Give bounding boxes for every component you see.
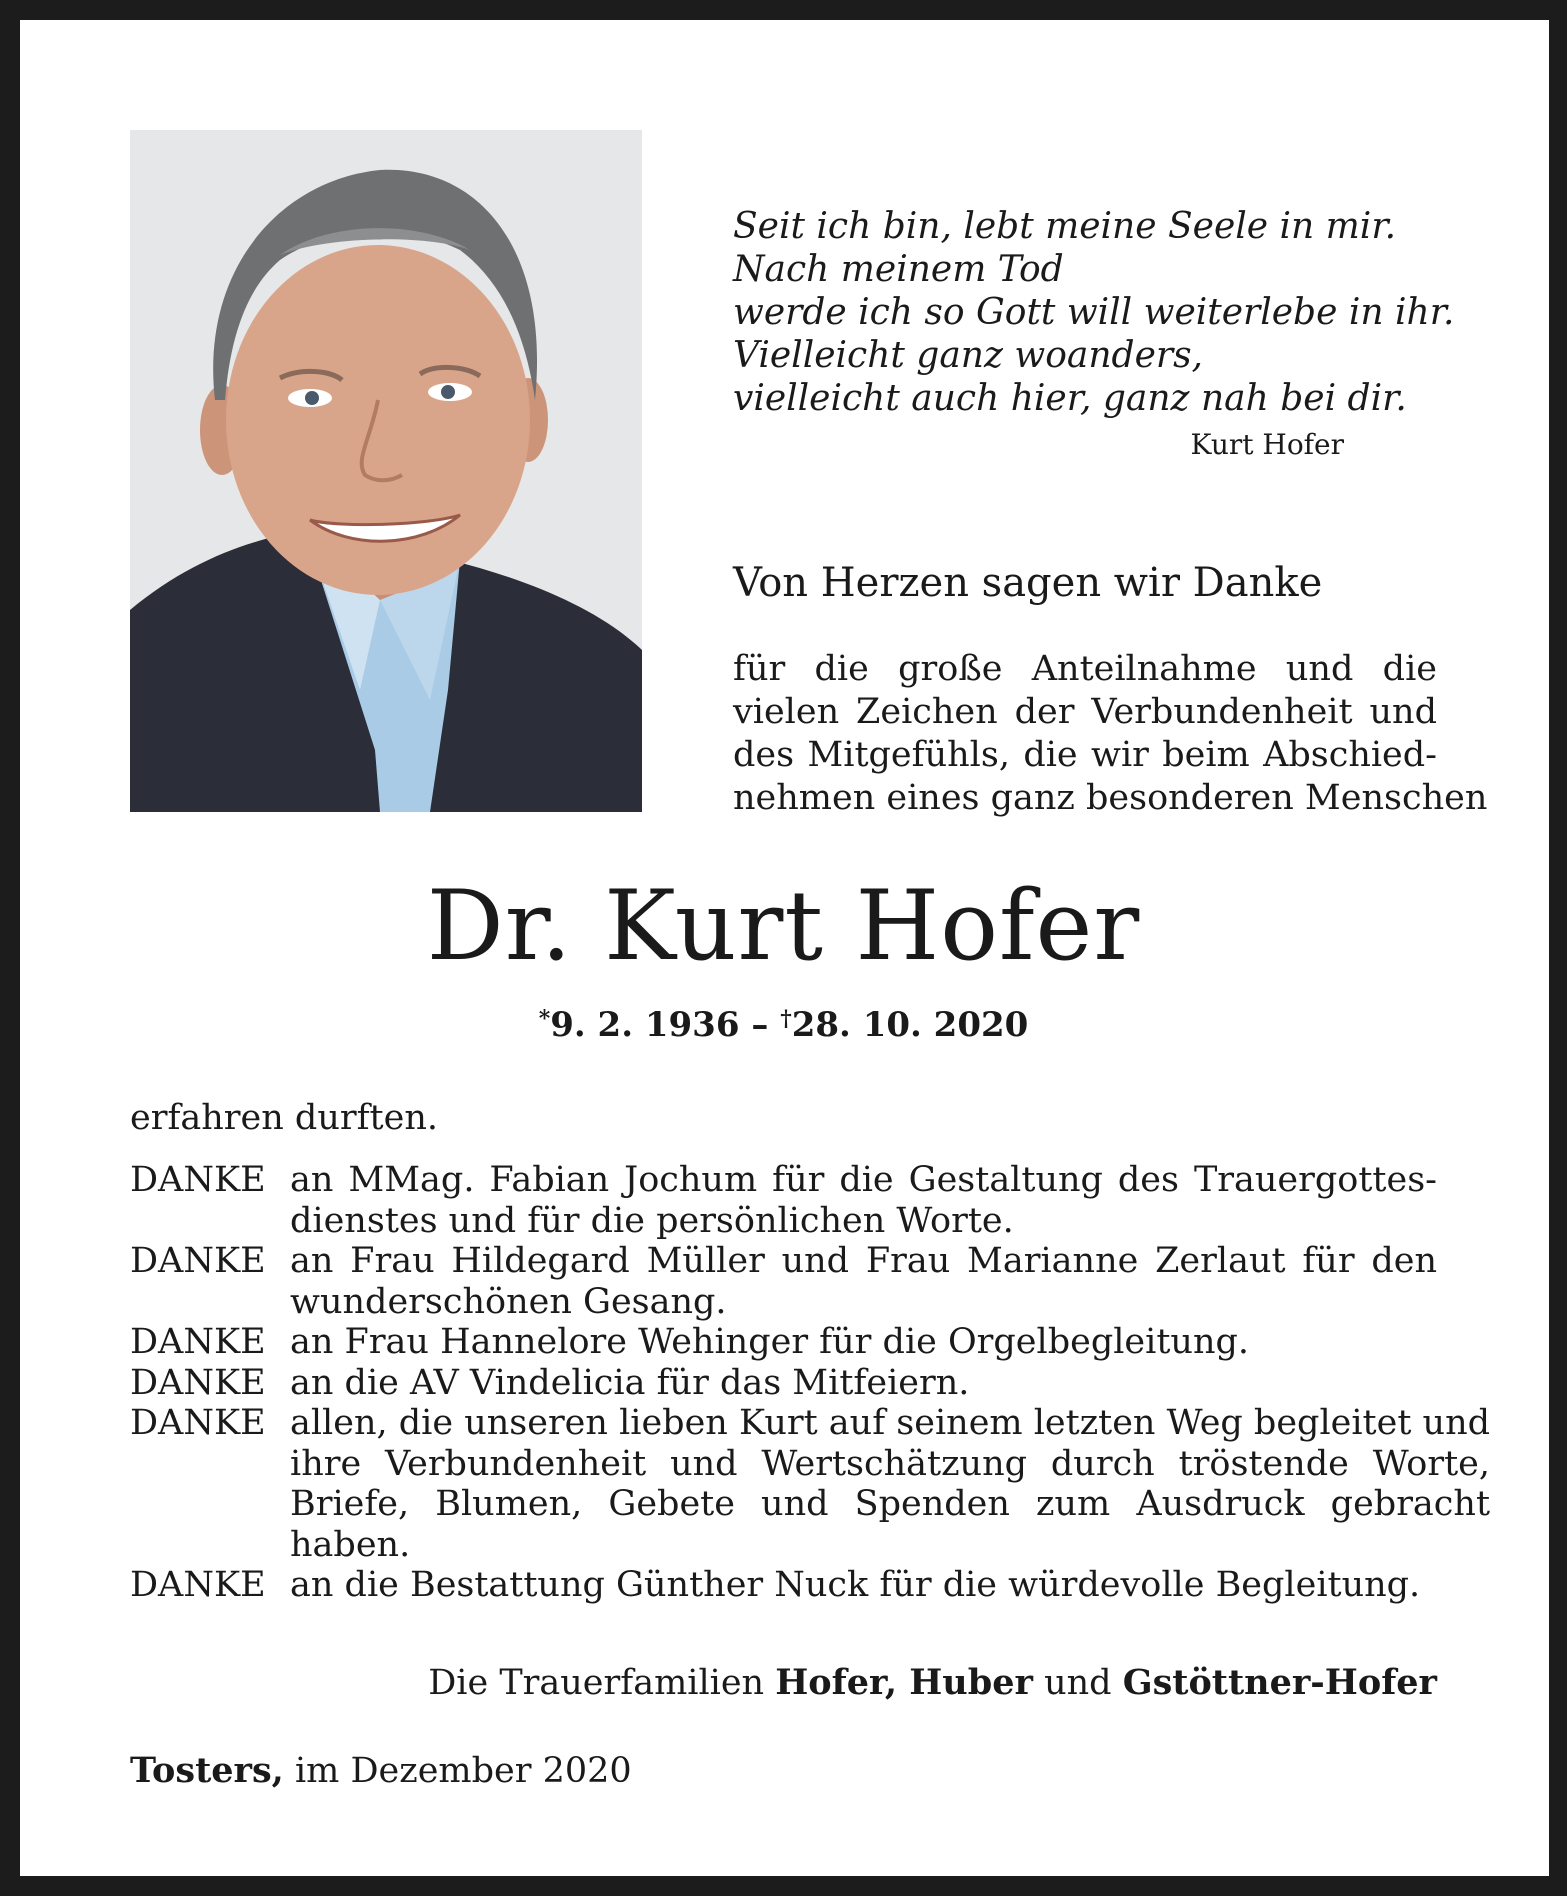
danke-line: an Frau Hildegard Müller und Frau Marianne Zerlaut für den	[290, 1241, 1437, 1281]
thanks-paragraph	[733, 648, 1488, 820]
danke-item	[130, 1160, 1437, 1241]
danke-line: haben.	[290, 1524, 411, 1565]
danke-item	[130, 1363, 1437, 1404]
thanks-line: vielen Zeichen der Verbundenheit und	[733, 692, 1437, 732]
poem-line: vielleicht auch hier, ganz nah bei dir.	[733, 378, 1407, 419]
continuation-text: erfahren durften.	[130, 1098, 438, 1138]
birth-date: 9. 2. 1936	[550, 1005, 740, 1045]
signature-prefix: Die Trauerfamilien	[428, 1663, 776, 1703]
danke-line: an die Bestattung Günther Nuck für die würdevolle Begleitung.	[290, 1565, 1421, 1605]
poem-author: Kurt Hofer	[1190, 428, 1344, 461]
thanks-line: des Mitgefühls, die wir beim Abschied-	[733, 735, 1437, 775]
danke-label: DANKE	[130, 1241, 266, 1281]
danke-label: DANKE	[130, 1160, 266, 1200]
thanks-line: für die große Anteilnahme und die	[733, 649, 1437, 689]
danke-label: DANKE	[130, 1403, 266, 1443]
thanks-line: nehmen eines ganz besonderen Menschen	[733, 778, 1488, 818]
danke-line: dienstes und für die persönlichen Worte.	[290, 1200, 1014, 1241]
poem-line: werde ich so Gott will weiterlebe in ihr.	[733, 292, 1455, 333]
family-signature	[300, 1662, 1437, 1703]
danke-line: wunderschönen Gesang.	[290, 1281, 727, 1322]
poem	[733, 205, 1455, 420]
danke-item	[130, 1403, 1491, 1565]
danke-line: an Frau Hannelore Wehinger für die Orgelbegleitung.	[290, 1322, 1250, 1362]
danke-line: an die AV Vindelicia für das Mitfeiern.	[290, 1362, 970, 1403]
deceased-name: Dr. Kurt Hofer	[426, 870, 1141, 982]
death-symbol: †	[780, 1006, 792, 1032]
danke-label: DANKE	[130, 1362, 266, 1403]
life-dates	[0, 1005, 1567, 1045]
family-names-1: Hofer, Huber	[775, 1662, 1033, 1703]
danke-line: allen, die unseren lieben Kurt auf seinem letzten Weg begleitet und	[290, 1403, 1491, 1443]
date-separator: –	[739, 1005, 781, 1045]
place-date	[130, 1750, 632, 1791]
danke-line: ihre Verbundenheit und Wertschätzung durch tröstende Worte,	[290, 1443, 1491, 1484]
poem-line: Nach meinem Tod	[733, 249, 1064, 290]
danke-item	[130, 1565, 1437, 1606]
danke-item	[130, 1322, 1437, 1363]
thanks-heading: Von Herzen sagen wir Danke	[733, 560, 1323, 606]
danke-item	[130, 1241, 1437, 1322]
danke-label: DANKE	[130, 1322, 266, 1362]
death-date: 28. 10. 2020	[791, 1005, 1029, 1045]
place-town: Tosters,	[130, 1750, 284, 1791]
place-month: im Dezember 2020	[283, 1751, 632, 1791]
danke-label: DANKE	[130, 1565, 266, 1605]
birth-symbol: *	[538, 1006, 551, 1032]
portrait-illustration	[130, 130, 642, 812]
portrait-photo	[130, 130, 642, 812]
danke-line: an MMag. Fabian Jochum für die Gestaltung des Trauergottes-	[290, 1160, 1437, 1200]
signature-connector: und	[1032, 1663, 1123, 1703]
poem-line: Vielleicht ganz woanders,	[733, 335, 1204, 376]
danke-line: Briefe, Blumen, Gebete und Spenden zum Ausdruck gebracht	[290, 1484, 1491, 1524]
danke-list	[130, 1160, 1491, 1606]
family-names-2: Gstöttner-Hofer	[1122, 1662, 1437, 1703]
poem-line: Seit ich bin, lebt meine Seele in mir.	[733, 206, 1397, 247]
